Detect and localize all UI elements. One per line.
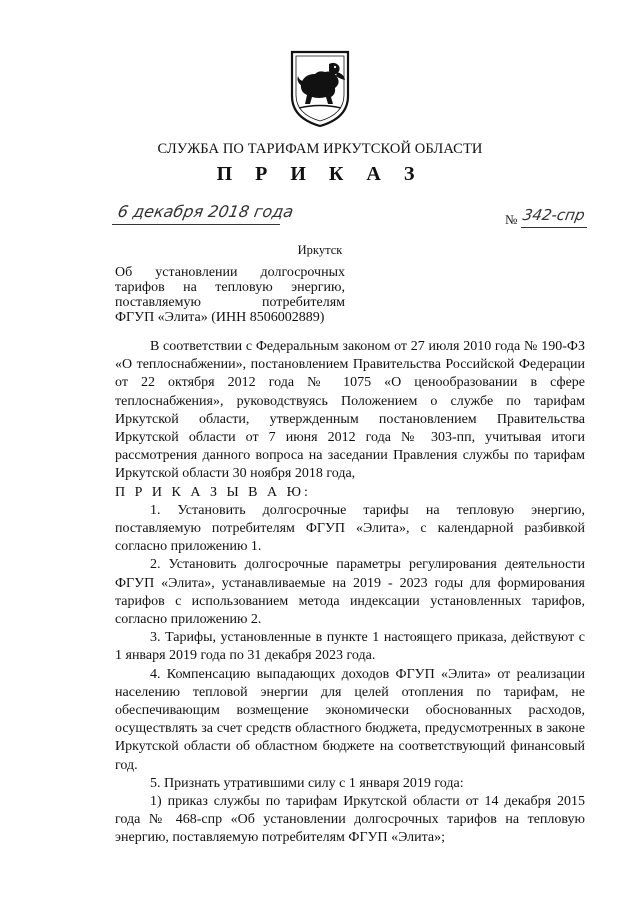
- number-handwritten: 342-спр: [521, 206, 587, 224]
- date-underline: [112, 224, 280, 225]
- number-underline: [521, 227, 587, 228]
- order-item: 3. Тарифы, установленные в пункте 1 настоящего приказа, действуют с 1 января 2019 года по 31 декабря 2023 года.: [115, 630, 585, 664]
- order-item: 2. Установить долгосрочные параметры регулирования деятельности ФГУП «Элита», устанавливаемые на 2019 - 2023 годы для формирования тарифов с использованием метода индексации установленных тарифов, согласно приложению 2.: [115, 557, 585, 628]
- subject-line: ФГУП «Элита» (ИНН 8506002889): [115, 310, 325, 325]
- order-subitem: 1) приказ службы по тарифам Иркутской области от 14 декабря 2015 года № 468-спр «Об установлении долгосрочных тарифов на тепловую энергию, поставляемую потребителям ФГУП «Элита»;: [115, 794, 585, 846]
- subject-line: тарифов на тепловую энергию,: [115, 280, 345, 295]
- order-number: [505, 206, 595, 230]
- coat-of-arms-icon: [289, 50, 351, 128]
- order-subject: [115, 265, 345, 325]
- decree-word: П Р И К А З Ы В А Ю:: [115, 484, 311, 500]
- date-handwritten: 6 декабря 2018 года: [116, 202, 295, 221]
- agency-name: СЛУЖБА ПО ТАРИФАМ ИРКУТСКОЙ ОБЛАСТИ: [157, 141, 483, 157]
- order-item: 4. Компенсацию выпадающих доходов ФГУП «Элита» от реализации населению тепловой энергии для целей отопления по тарифам, не обеспечивающим возмещение экономически обоснованных расходов, осуществлять за счет средств областного бюджета, предусмотренных в законе Иркутской области об областном бюджете на соответствующий финансовый год.: [115, 666, 585, 773]
- order-item: 1. Установить долгосрочные тарифы на тепловую энергию, поставляемую потребителям ФГУП «Элита», с календарной разбивкой согласно приложению 1.: [115, 502, 585, 555]
- city: Иркутск: [297, 243, 343, 257]
- preamble: В соответствии с Федеральным законом от 27 июля 2010 года № 190-ФЗ «О теплоснабжении», постановлением Правительства Российской Федерации от 22 октября 2012 года № 1075 «О ценообразовании в сфере теплоснабжения», руководствуясь Положением о службе по тарифам Иркутской области, утвержденным постановлением Правительства Иркутской области от 7 июня 2012 года № 303-пп, учитывая итоги рассмотрения данного вопроса на заседании Правления службы по тарифам Иркутской области 30 ноября 2018 года,: [115, 339, 585, 482]
- subject-line: поставляемую потребителям: [115, 295, 345, 310]
- subject-line: Об установлении долгосрочных: [115, 265, 345, 280]
- number-sign: №: [505, 212, 518, 227]
- document-type: П Р И К А З: [216, 163, 424, 185]
- order-date: [112, 201, 295, 229]
- order-body: [115, 338, 585, 848]
- order-item: 5. Признать утратившими силу с 1 января 2019 года:: [150, 775, 464, 791]
